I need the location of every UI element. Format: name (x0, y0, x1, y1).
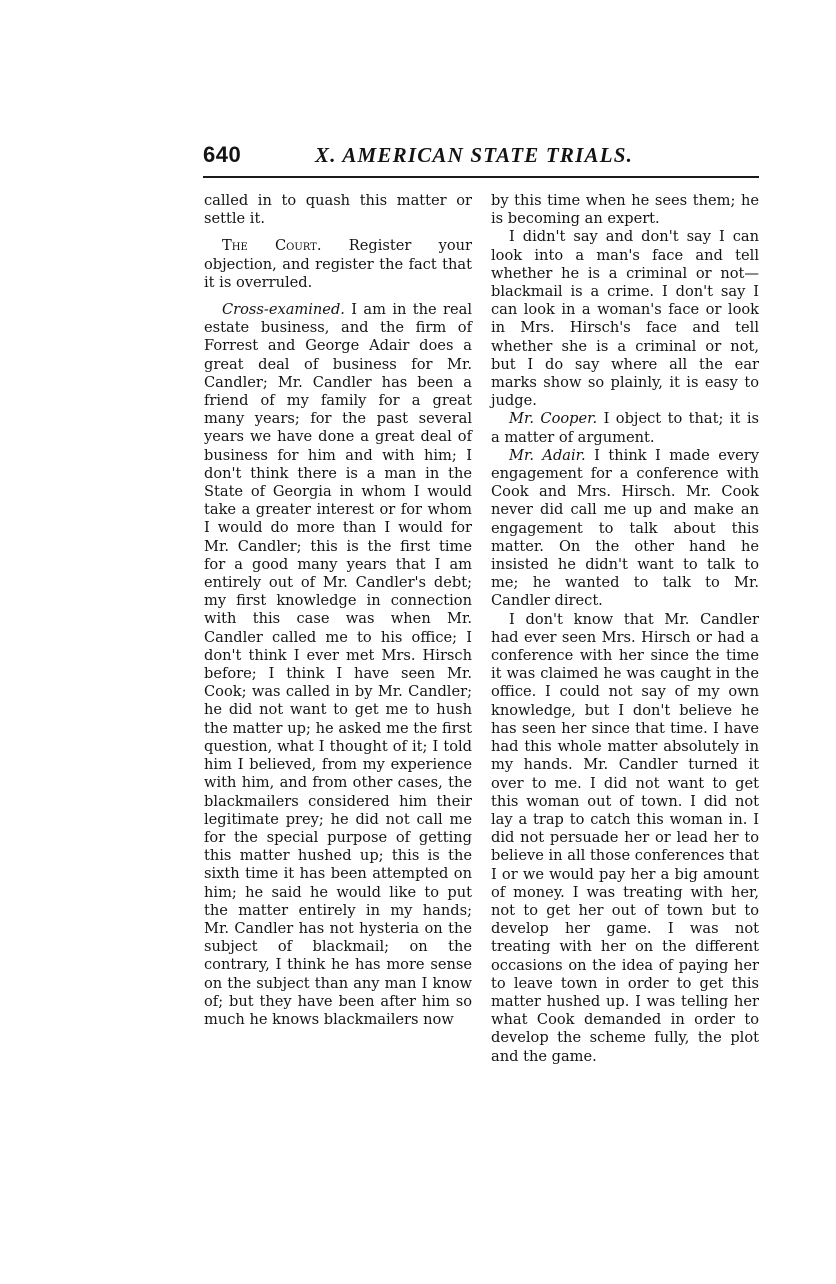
paragraph (491, 410, 759, 446)
speaker-label: Cross-examined. (222, 301, 345, 319)
left-column (204, 192, 472, 1029)
paragraph (491, 447, 759, 611)
paragraph: by this time when he sees them; he is becoming an expert. (491, 192, 759, 228)
paragraph: I didn't say and don't say I can look into a man's face and tell whether he is a criminal or not—blackmail is a crime. I don't say I can look in a woman's face or look in Mrs. Hirsch's face and tell whether she is a criminal or not, but I do say where all the ear marks show so plainly, it is easy to judge. (491, 228, 759, 410)
paragraph (204, 237, 472, 292)
speaker-label: Mr. Adair. (509, 446, 586, 464)
paragraph (204, 301, 472, 1029)
page-number: 640 (203, 142, 242, 167)
speaker-label: Mr. Cooper. (509, 410, 598, 428)
running-head: X. AMERICAN STATE TRIALS. (315, 143, 634, 167)
paragraph-text: Register your objection, and register the fact that it is overruled. (204, 237, 472, 291)
paragraph: I don't know that Mr. Candler had ever seen Mrs. Hirsch or had a conference with her since the time it was claimed he was caught in the office. I could not say of my own knowledge, but I don't believe he has seen her since that time. I have had this whole matter absolutely in my hands. Mr. Candler turned it over to me. I did not want to get this woman out of town. I did not lay a trap to catch this woman in. I did not persuade her or lead her to believe in all those conferences that I or we would pay her a big amount of money. I was treating with her, not to get her out of town but to develop her game. I was not treating with her on the different occasions on the idea of paying her to leave town in order to get this matter hushed up. I was telling her what Cook demanded in order to develop the scheme fully, the plot and the game. (491, 610, 759, 1065)
paragraph-text: I am in the real estate business, and the firm of Forrest and George Adair does a great deal of business for Mr. Candler; Mr. Candler has been a friend of my family for a great many years; for the past several years we have done a great deal of business for him and with him; I don't think there is a man in the State of Georgia in whom I would take a greater interest or for whom I would do more than I would for Mr. Candler; this is the first time for a good many years that I am entirely out of Mr. Candler's debt; my first knowledge in connection with this case was when Mr. Candler called me to his office; I don't think I ever met Mrs. Hirsch before; I think I have seen Mr. Cook; was called in by Mr. Candler; he did not want to get me to hush the matter up; he asked me the first question, what I thought of it; I told him I believed, from my experience with him, and from other cases, the blackmailers considered him their legitimate prey; he did not call me for the special purpose of getting this matter hushed up; this is the sixth time it has been attempted on him; he said he would like to put the matter entirely in my hands; Mr. Candler has not hysteria on the subject of blackmail; on the contrary, I think he has more sense on the subject than any man I know of; but they have been after him so much he knows blackmailers now (204, 301, 472, 1028)
page-header (203, 142, 759, 178)
right-column (491, 192, 759, 1066)
speaker-label: The Court. (222, 237, 322, 255)
paragraph: called in to quash this matter or settle it. (204, 192, 472, 228)
paragraph-text: I think I made every engagement for a conference with Cook and Mrs. Hirsch. Mr. Cook never did call me up and make an engagement to talk about this matter. On the other hand he insisted he didn't want to talk to me; he wanted to talk to Mr. Candler direct. (491, 446, 759, 610)
paragraph-text: I object to that; it is a matter of argument. (491, 410, 759, 446)
